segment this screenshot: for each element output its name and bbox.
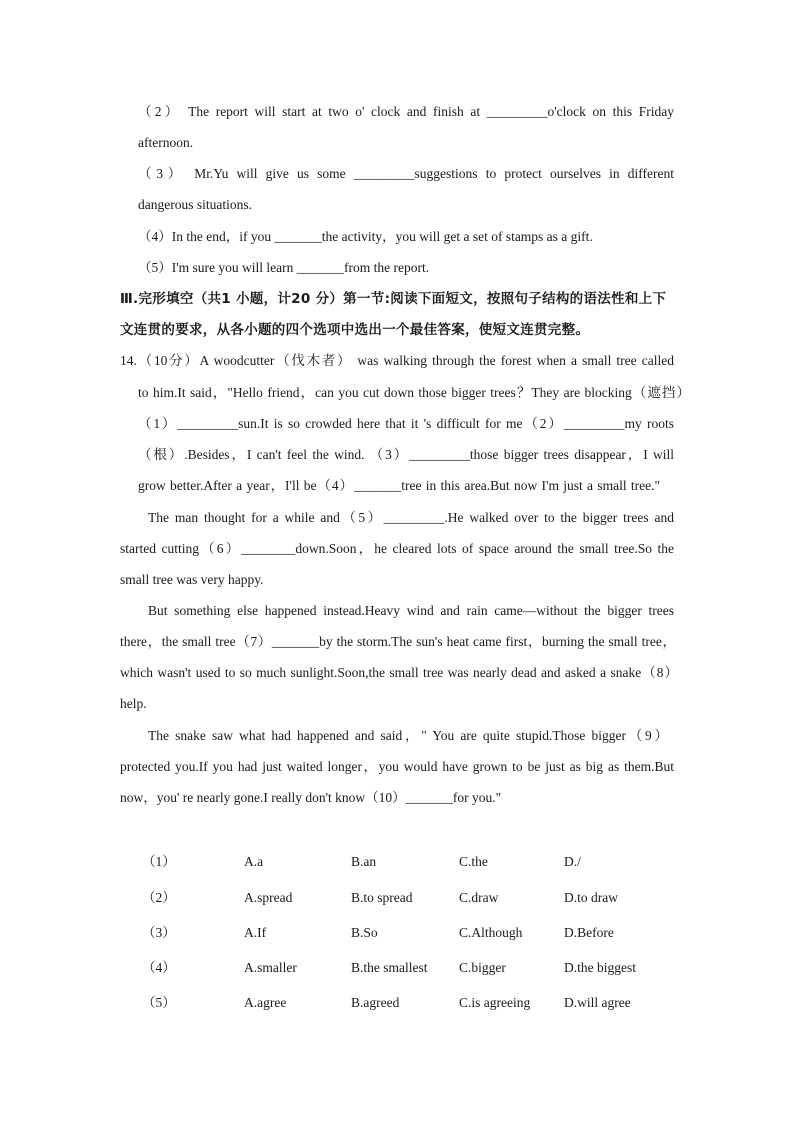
question-3-line: （3） Mr.Yu will give us some _________suggestions to protect ourselves in different	[138, 166, 674, 181]
passage-line: which wasn't used to so much sunlight.Soon,the small tree was nearly dead and asked a snake（8）	[120, 665, 678, 680]
question-2-continuation: afternoon.	[138, 135, 194, 150]
option-b: B.an	[351, 854, 377, 869]
passage-line: But something else happened instead.Heavy wind and rain came—without the bigger trees	[148, 603, 674, 618]
section-heading-line-1: Ⅲ.完形填空（共1 小题，计20 分）第一节:阅读下面短文，按照句子结构的语法性和上下	[120, 291, 667, 307]
question-2-line: （2） The report will start at two o' clock and finish at _________o'clock on this Friday	[138, 104, 674, 119]
option-row	[0, 923, 794, 943]
section-heading-line-2: 文连贯的要求，从各小题的四个选项中选出一个最佳答案，使短文连贯完整。	[120, 322, 590, 338]
option-number: （4）	[142, 960, 176, 975]
option-d: D.will agree	[564, 995, 631, 1010]
option-row	[0, 888, 794, 908]
option-c: C.Although	[459, 925, 523, 940]
option-c: C.is agreeing	[459, 995, 531, 1010]
option-b: B.So	[351, 925, 378, 940]
option-row	[0, 852, 794, 872]
option-c: C.draw	[459, 890, 499, 905]
option-b: B.agreed	[351, 995, 400, 1010]
passage-line: started cutting（6）________down.Soon，he cleared lots of space around the small tree.So the	[120, 541, 674, 556]
passage-line: help.	[120, 696, 147, 711]
option-b: B.to spread	[351, 890, 413, 905]
option-a: A.If	[244, 925, 267, 940]
option-row	[0, 993, 794, 1013]
option-number: （3）	[142, 925, 176, 940]
passage-line: The snake saw what had happened and said，" You are quite stupid.Those bigger（9）	[148, 728, 668, 743]
option-number: （5）	[142, 995, 176, 1010]
option-number: （2）	[142, 890, 176, 905]
option-d: D./	[564, 854, 581, 869]
option-c: C.the	[459, 854, 488, 869]
option-number: （1）	[142, 854, 176, 869]
passage-line: grow better.After a year，I'll be（4）_______tree in this area.But now I'm just a small tree."	[138, 478, 660, 493]
passage-line: The man thought for a while and（5）_________.He walked over to the bigger trees and	[148, 510, 674, 525]
passage-line: 14.（10分）A woodcutter（伐木者） was walking through the forest when a small tree called	[120, 353, 674, 368]
passage-line: now，you' re nearly gone.I really don't know（10）_______for you."	[120, 790, 502, 805]
passage-line: （1）_________sun.It is so crowded here that it 's difficult for me（2）_________my roots	[138, 416, 674, 431]
option-b: B.the smallest	[351, 960, 428, 975]
question-4-line: （4）In the end，if you _______the activity，you will get a set of stamps as a gift.	[138, 229, 593, 244]
option-d: D.the biggest	[564, 960, 636, 975]
option-a: A.spread	[244, 890, 293, 905]
passage-line: there，the small tree（7）_______by the storm.The sun's heat came first，burning the small tree，	[120, 634, 676, 649]
option-row	[0, 958, 794, 978]
question-5-line: （5）I'm sure you will learn _______from the report.	[138, 260, 430, 275]
option-d: D.Before	[564, 925, 614, 940]
option-a: A.agree	[244, 995, 287, 1010]
option-c: C.bigger	[459, 960, 506, 975]
passage-line: to him.It said，"Hello friend，can you cut down those bigger trees？They are blocking（遮挡）	[138, 385, 690, 400]
option-a: A.a	[244, 854, 264, 869]
passage-line: protected you.If you had just waited longer，you would have grown to be just as big as them.But	[120, 759, 674, 774]
question-3-continuation: dangerous situations.	[138, 197, 252, 212]
passage-line: small tree was very happy.	[120, 572, 264, 587]
option-d: D.to draw	[564, 890, 618, 905]
passage-line: （根）.Besides，I can't feel the wind. （3）_________those bigger trees disappear，I will	[138, 447, 674, 462]
option-a: A.smaller	[244, 960, 297, 975]
